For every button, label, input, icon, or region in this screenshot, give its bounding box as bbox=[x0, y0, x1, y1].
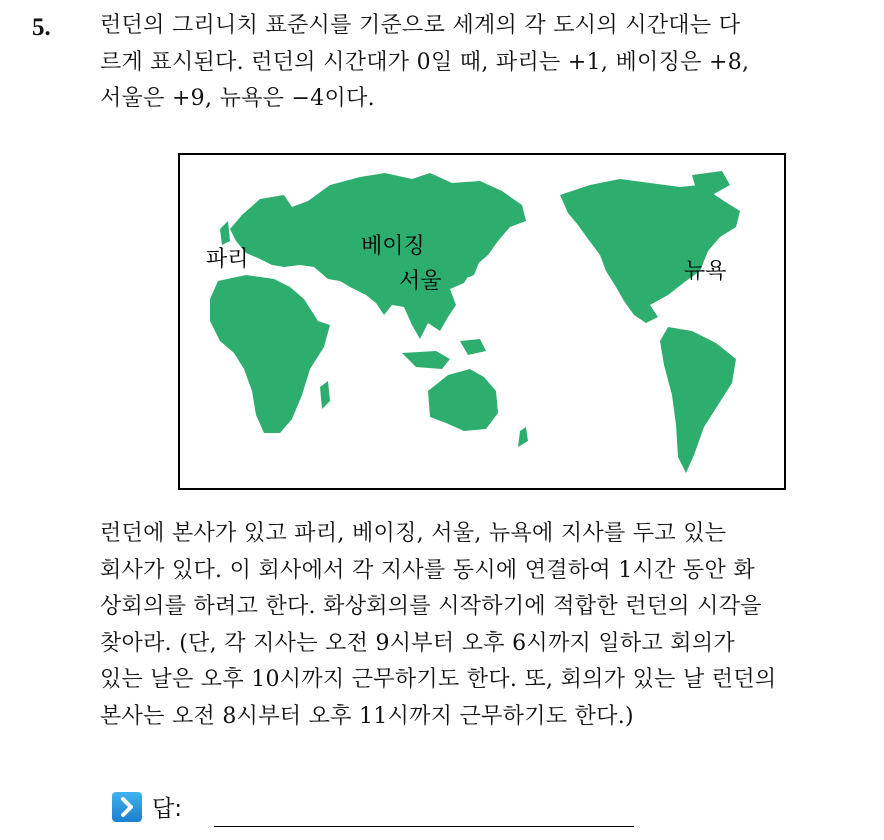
body-line: 회사가 있다. 이 회사에서 각 지사를 동시에 연결하여 1시간 동안 화 bbox=[100, 557, 755, 583]
world-map-image bbox=[180, 155, 784, 488]
map-label-newyork: 뉴욕 bbox=[684, 259, 727, 284]
map-label-beijing: 베이징 bbox=[361, 234, 425, 259]
north-america-landmass bbox=[560, 179, 740, 323]
madagascar bbox=[320, 381, 330, 409]
intro-line: 런던의 그리니치 표준시를 기준으로 세계의 각 도시의 시간대는 다 bbox=[100, 13, 741, 38]
answer-label: 답: bbox=[152, 796, 182, 822]
world-map bbox=[178, 153, 786, 490]
australia-landmass bbox=[428, 369, 498, 431]
intro-line: 르게 표시된다. 런던의 시간대가 0일 때, 파리는 +1, 베이징은 +8, bbox=[100, 49, 750, 75]
body-line: 찾아라. (단, 각 지사는 오전 9시부터 오후 6시까지 일하고 회의가 bbox=[100, 630, 735, 656]
chevron-right-icon bbox=[112, 792, 142, 822]
map-label-seoul: 서울 bbox=[399, 269, 442, 294]
map-label-paris: 파리 bbox=[206, 247, 249, 272]
new-guinea bbox=[460, 339, 486, 355]
africa-landmass bbox=[210, 275, 330, 433]
new-zealand bbox=[518, 427, 528, 447]
body-line: 본사는 오전 8시부터 오후 11시까지 근무하기도 한다.) bbox=[100, 703, 634, 729]
south-america-landmass bbox=[660, 327, 736, 473]
body-line: 상회의를 하려고 한다. 화상회의를 시작하기에 적합한 런던의 시각을 bbox=[100, 594, 762, 619]
body-line: 있는 날은 오후 10시까지 근무하기도 한다. 또, 회의가 있는 날 런던의 bbox=[100, 667, 777, 692]
body-line: 런던에 본사가 있고 파리, 베이징, 서울, 뉴욕에 지사를 두고 있는 bbox=[100, 521, 727, 546]
answer-blank[interactable] bbox=[214, 826, 634, 827]
question-intro bbox=[100, 8, 870, 118]
question-body bbox=[100, 516, 870, 735]
intro-line: 서울은 +9, 뉴욕은 −4이다. bbox=[100, 86, 375, 111]
question-number: 5. bbox=[32, 14, 51, 41]
indonesia-islands bbox=[402, 351, 450, 369]
